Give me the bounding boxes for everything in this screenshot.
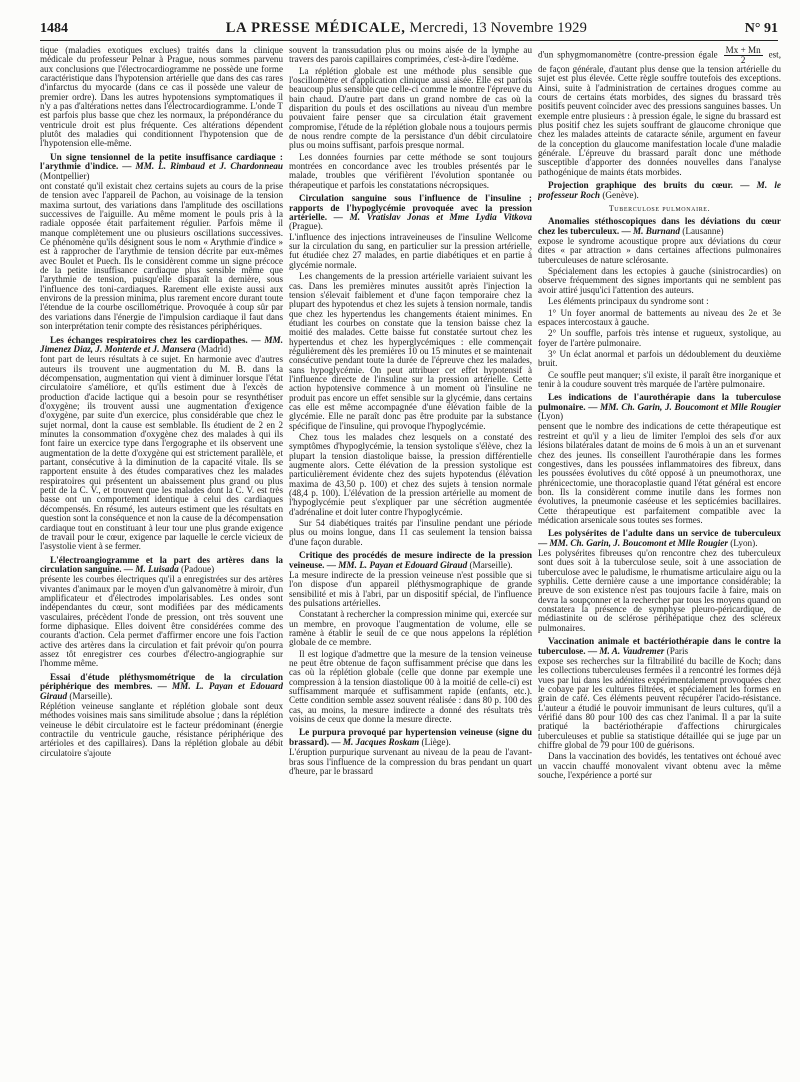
section-authors: M. Burnand [633, 225, 680, 236]
journal-title: LA PRESSE MÉDICALE, [225, 20, 406, 36]
paragraph: Réplétion veineuse sanglante et réplétion globale sont deux méthodes voisines mais sans similitude absolue ; dans la réplétion veineuse le débit circulatoire est le facteur prédominant (énergie contractile du ventricule gauche, résistance périphérique des artérioles et des capillaires). Dans la réplétion globale au débit circulatoire s'ajoute [40, 701, 283, 758]
section-heading: Les indications de l'aurothérapie dans la tuberculose pulmonaire. — MM. Ch. Garin, J. Boucomont et Mlle Rougier (Lyon) [538, 392, 781, 422]
list-item: 3° Un éclat anormal et parfois un dédoublement du deuxième bruit. [538, 348, 781, 369]
section-heading: Les échanges respiratoires chez les cardiopathes. — MM. Jimenez Diaz, J. Monterde et J. Mansera (Madrid) [40, 334, 283, 354]
section-heading: Le purpura provoqué par hypertension veineuse (signe du brassard). — M. Jacques Roskam (Liège). [289, 727, 532, 747]
paragraph: L'éruption purpurique survenant au niveau de la peau de l'avant-bras sous l'influence de la compression du bras pendant un quart d'heure, par le brassard [289, 747, 532, 776]
paragraph: expose le syndrome acoustique propre aux déviations du cœur dites « par attraction » dans certaines affections pulmonaires tuberculeuses de nature sclérosante. [538, 236, 781, 265]
issue-date: Mercredi, 13 Novembre 1929 [409, 20, 588, 36]
paragraph: Les données fournies par cette méthode se sont toujours montrées en concordance avec les troubles présentés par le malade, troubles que vérifièrent l'évolution spontanée ou thérapeutique et parfois les constatations nécropsiques. [289, 151, 532, 190]
paragraph: Dans la vaccination des bovidés, les tentatives ont échoué avec un vaccin chauffé monovalent vivant obtenu avec la même souche, l'expérience a porté sur [538, 751, 781, 781]
column-left [40, 46, 283, 1076]
section-authors: M. Jacques Roskam [342, 736, 420, 747]
paragraph: Les changements de la pression artérielle variaient suivant les cas. Dans les premières minutes aussitôt après l'injection la tension s'élevait faiblement et d'une façon temporaire chez la plupart des hypotendus et chez les sujets à tension normale, tandis que chez les hypertendus les changements étaient minimes. En étudiant les courbes on constate que la tension baisse chez la moitié des malades. Cette baisse fut constatée surtout chez les hypertendus et chez les hyperglycémiques : elle commençait régulièrement dès les premières 10 ou 15 minutes et se maintenait consécutive pendant toute la durée de l'épreuve chez les malades, sans hypoglycémie. On peut attribuer cet effet hypotensif à l'influence directe de l'insuline sur la pression artérielle. Cette action hypotensive commence à un moment où l'insuline ne produit pas encore un effet sensible sur la glycémie, dans certains cas elle est même accompagnée d'une élévation faible de la glycémie. Elle ne paraît donc pas être produite par la substance spécifique de l'insuline, qui provoque l'hypoglycémie. [289, 271, 532, 431]
paragraph: Sur 54 diabétiques traités par l'insuline pendant une période plus ou moins longue, dans 11 cas seulement la tension baissa d'une façon durable. [289, 518, 532, 547]
section-heading: Critique des procédés de mesure indirecte de la pression veineuse. — MM. L. Payan et Edouard Giraud (Marseille). [289, 550, 532, 570]
section-authors: M. Vratislav Jonas et Mme Lydia Vitkova [349, 211, 532, 222]
article-columns [40, 46, 782, 1076]
section-heading: Les polysérites de l'adulte dans un service de tuberculeux — MM. Ch. Garin, J. Boucomont et Mlle Rougier (Lyon). [538, 528, 781, 548]
paragraph: Ce souffle peut manquer; s'il existe, il paraît être inorganique et tenir à la coudure souvent très marquée de l'artère pulmonaire. [538, 369, 781, 389]
paragraph: d'un sphygmomanomètre (contre-pression égale $\frac{Mx + Mn}{2}$ est, de façon générale, d'autant plus dense que la tension artérielle du sujet est plus élevée. Cette règle souffre toutefois des exceptions. Ainsi, suite à l'administration de certaines drogues comme au cours de certains états morbides, des signes du brassard très positifs peuvent coïncider avec des pressions sanguines basses. Un exemple entre plusieurs : à pression égale, le signe du brassard est plus positif chez les sujets souffrant de glaucome chronique que chez les malades atteints de cataracte sénile, argument en faveur de la conception du glaucome manifestation locale d'une maladie générale. L'épreuve du brassard paraît donc une méthode susceptible d'apporter des données nouvelles dans l'analyse pathogénique de maints états morbides. [538, 46, 781, 177]
paragraph: font part de leurs résultats à ce sujet. En harmonie avec d'autres auteurs ils trouvent une augmentation du M. B. dans la décompensation, augmentation qui vient à diminuer lorsque l'état circulatoire s'améliore, et qu'ils estiment due à l'excès de production d'acide lactique qui a besoin pour se resynthétiser d'oxygène; ils trouvent aussi une augmentation d'exigence d'oxygène, par suite d'un exercice, plus considérable que chez le sujet normal, dont la cause est semblable. Ils étudient de 2 en 2 minutes la consommation d'oxygène chez des malades à qui ils font faire un exercice type dans l'ergographe et ils observent une augmentation de la dette d'oxygène qui est strictement parallèle, et partant, consécutive à la diminution de la capacité vitale. Ils se rapportent ensuite à des études comparatives chez les malades respiratoires qui présentent un abaissement plus grand ou plus petit de la C. V., et trouvent que les malades dont la C. V. est très basse ont un comportement identique à celui des cardiaques décompensés. En résumé, les auteurs estiment que les résultats en question sont la conséquence et non la cause de la décompensation cardiaque tout en constituant à leur tour une plus grande exigence de travail pour le cœur, exigence par laquelle le cercle vicieux de l'asystolie vient à se fermer. [40, 354, 283, 552]
formula-numerator: Mx + Mn [725, 46, 761, 55]
paragraph: présente les courbes électriques qu'il a enregistrées sur des artères vivantes d'animaux par le moyen d'un galvanomètre à miroir, d'un amplificateur et d'électrodes impolarisables. Les ondes sont indépendantes du cœur, sont modifiées par des médicaments vasculaires, précèdent l'onde de pression, ont très souvent une forme diphasique. Elles doivent être considérées comme des courants d'action. Cela permet d'affirmer encore une fois l'action active des artères dans la circulation et fait prévoir qu'on pourra assez tôt enregistrer ces courbes d'électro-angiographie sur l'homme même. [40, 574, 283, 669]
section-heading: Circulation sanguine sous l'influence de l'insuline ; rapports de l'hypoglycémie provoquée avec la pression artérielle. — M. Vratislav Jonas et Mme Lydia Vitkova (Prague). [289, 193, 532, 232]
page-number: 1484 [40, 21, 68, 36]
paragraph: pensent que le nombre des indications de cette thérapeutique est restreint et qu'il y a lieu de limiter l'emploi des sels d'or aux lésions bilatérales datant de moins de 6 mois à un an et survenant chez des jeunes. Ils conseillent l'aurothérapie dans les formes congestives, dans les poussées inflammatoires des fibreux, dans les poussées évolutives du côté opposé à un pneumothorax, une phrénicectomie, une thoracoplastie quand l'état général est encore bon. Ils la considèrent comme inutile dans les formes non évolutives, la pneumonie caséeuse et les septicémies bacillaires. Cette thérapeutique est parfaitement compatible avec la médication arsenicale sous toutes ses formes. [538, 421, 781, 525]
column-middle [289, 46, 532, 1076]
paragraph: expose ses recherches sur la filtrabilité du bacille de Koch; dans les collections tuberculeuses fermées il a rencontré les formes déjà vues par lui dans les adénites expérimentalement provoquées chez le cobaye par les cultures filtrées, et spécialement les formes en grain de café. Ces éléments peuvent récupérer l'acido-résistance. L'auteur a étudié le pouvoir immunisant de leurs cultures, qu'il a vérifié dans 80 pour 100 des cas chez l'animal. Il a par la suite pratiqué la bactériothérapie d'affections chirurgicales tuberculeuses et publie sa statistique détaillée qui se juge par un chiffre global de 79 pour 100 de guérisons. [538, 655, 781, 751]
subsection-heading: Tuberculose pulmonaire. [608, 203, 711, 213]
section-authors: MM. Ch. Garin, J. Boucomont et Mlle Rougier [600, 401, 781, 412]
paragraph: Chez tous les malades chez lesquels on a constaté des symptômes d'hypoglycémie, la tension systolique s'élève, chez la plupart la tension diastolique baisse, la pression différentielle augmente alors. Cette élévation de la pression systolique est particulièrement évidente chez des sujets hypotendus (élévation maxima de 43,50 p. 100) et chez des sujets à tension normale (48,4 p. 100). L'élévation de la pression artérielle au moment de l'hypoglycémie peut s'expliquer par une sécrétion augmentée d'adrénaline et doit luter contre l'hypoglycémie. [289, 432, 532, 517]
section-authors: MM. L. Payan et Edouard Giraud [40, 681, 283, 701]
formula-denominator: 2 [740, 55, 746, 65]
section-authors: M. A. Vaudremer [599, 645, 665, 656]
section-heading: Projection graphique des bruits du cœur. — M. le professeur Roch (Genève). [538, 180, 781, 200]
paragraph: La mesure indirecte de la pression veineuse n'est possible que si l'on dispose d'un appareil pléthysmographique de grande sensibilité et mis à l'abri, par un dispositif spécial, de l'influence des pulsations artérielles. [289, 569, 532, 608]
section-heading: Un signe tensionnel de la petite insuffisance cardiaque : l'arythmie d'indice. — MM. L. Rimbaud et J. Chardonneau (Montpellier) [40, 151, 283, 181]
section-authors: MM. Jimenez Diaz, J. Monterde et J. Mansera [40, 334, 283, 354]
paragraph: L'influence des injections intraveineuses de l'insuline Wellcome sur la circulation du sang, en particulier sur la pression artérielle, fut étudiée chez 27 malades, en partie diabétiques et en partie à glycémie normale. [289, 231, 532, 270]
paragraph: Constatant à rechercher la compression minime qui, exercée sur un membre, en provoque l'augmentation de volume, elle se ramène à établir le seuil de ce que nous appelons la réplétion globale de ce membre. [289, 609, 532, 648]
section-heading: L'électroangiogramme et la part des artères dans la circulation sanguine. — M. Luisada (Padoue) [40, 554, 283, 574]
section-authors: M. le professeur Roch [538, 180, 781, 200]
paragraph: tique (maladies exotiques exclues) traités dans la clinique médicale du professeur Pelnar à Prague, nous sommes parvenu aux conclusions que l'électrocardiogramme ne possède une forme caractéristique dans l'hypotension artérielle que dans des cas rares d'infarctus du myocarde (dans ce cas il possède une valeur de premier ordre). Dans les autres hypotensions symptomatiques il n'y a pas d'altérations nettes dans l'électrocardiogramme. L'onde T est parfois plus basse que chez les normaux, la prépondérance du ventricule droit est plus fréquente. Ces altérations dépendent plutôt des maladies qui conditionnent l'hypotension que de l'hypotension elle-même. [40, 46, 283, 149]
list-item: 2° Un souffle, parfois très intense et rugueux, systolique, au foyer de l'artère pulmonaire. [538, 328, 781, 348]
paragraph: Les éléments principaux du syndrome sont : [548, 296, 709, 307]
paragraph: souvent la transsudation plus ou moins aisée de la lymphe au travers des parois capillaires comprimées, c'est-à-dire l'œdème. [289, 46, 532, 65]
paragraph: Les polysérites fibreuses qu'on rencontre chez des tuberculeux sont dues soit à la tuberculose seule, soit à une association de tuberculose avec le paludisme, le rhumatisme articulaire aigu ou la syphilis. Cette dernière cause a une importance considérable; la preuve de son existence n'est pas toujours facile à faire, mais on devra la soupçonner et la rechercher par tous les moyens quand on constatera la présence de symphyse pleuro-péricardique, de médiastinite ou de sclérose périhépatique chez des scléreux pulmonaires. [538, 548, 781, 633]
section-authors: MM. Ch. Garin, J. Boucomont et Mlle Rougier [549, 537, 728, 548]
section-authors: MM. L. Rimbaud et J. Chardonneau [135, 161, 283, 172]
paragraph: La réplétion globale est une méthode plus sensible que l'oscillomètre et d'application clinique aussi aisée. Elle est parfois beaucoup plus sensible que celle-ci comme le montre l'épreuve du bain chaud. D'autre part dans un grand nombre de cas où la disparition du pouls et des oscillations au niveau d'un membre pouvaient faire penser que sa circulation était gravement compromise, l'étude de la réplétion globale nous a toujours permis de nous rendre compte de la persistance d'un débit circulatoire plus ou moins suffisant, parfois presque normal. [289, 65, 532, 151]
section-heading: Anomalies stéthoscopiques dans les déviations du cœur chez les tuberculeux. — M. Burnand (Lausanne) [538, 216, 781, 236]
section-authors: M. Luisada [135, 563, 179, 574]
page-header [40, 14, 778, 41]
section-heading: Essai d'étude pléthysmométrique de la circulation périphérique des membres. — MM. L. Payan et Edouard Giraud (Marseille). [40, 671, 283, 701]
column-right [538, 46, 781, 1076]
section-authors: MM. L. Payan et Edouard Giraud [338, 559, 468, 570]
formula-fraction [724, 46, 763, 65]
paragraph: Il est logique d'admettre que la mesure de la tension veineuse ne peut être obtenue de façon suffisamment précise que dans les cas où la réplétion globale (celle que donne par exemple une compression à la tension diastolique 00 à la moitié de celle-ci) est suffisamment marquée et suffisamment rapide (enfants, etc.). Cette condition semble assez souvent réalisée : dans 80 p. 100 des cas, au moins, la mesure indirecte a donné des résultats très voisins de ceux que donne la mesure directe. [289, 648, 532, 725]
journal-masthead [226, 20, 587, 40]
paragraph: ont constaté qu'il existait chez certains sujets au cours de la prise de tension avec l'appareil de Pachon, au voisinage de la tension maxima surtout, des variations dans l'amplitude des oscillations successives de l'aiguille. Au même moment le pouls pris à la radiale opposée était parfaitement régulier. Parfois même il manque complètement une ou plusieurs oscillations successives. Ce phénomène qu'ils désignent sous le nom « Arythmie d'indice » est à rapprocher de l'arythmie de tension décrite par eux-mêmes avec Boulet et Puech. Ils le considèrent comme un signe précoce de la petite insuffisance cardiaque plus sensible même que l'arythmie de tension, puisqu'elle disparaît la dernière, sous l'influence des toni-cardiaques. Rarement elle existe aussi aux environs de la pression minima, plus rarement encore durant toute l'étendue de la courbe oscillométrique. Provoquée à coup sûr par des variations dans l'énergie de l'impulsion cardiaque il faut dans son interprétation tenir compte des résistances périphériques. [40, 181, 283, 332]
section-heading: Vaccination animale et bactériothérapie dans le contre la tuberculose. — M. A. Vaudremer (Paris [538, 636, 781, 656]
issue-number: N° 91 [744, 21, 778, 36]
list-item: 1° Un foyer anormal de battements au niveau des 2e et 3e espaces intercostaux à gauche. [538, 307, 781, 327]
paragraph: Spécialement dans les ectopies à gauche (sinistrocardies) on observe fréquemment des signes importants qui ne semblent pas avoir attiré jusqu'ici l'attention des auteurs. [538, 266, 781, 295]
